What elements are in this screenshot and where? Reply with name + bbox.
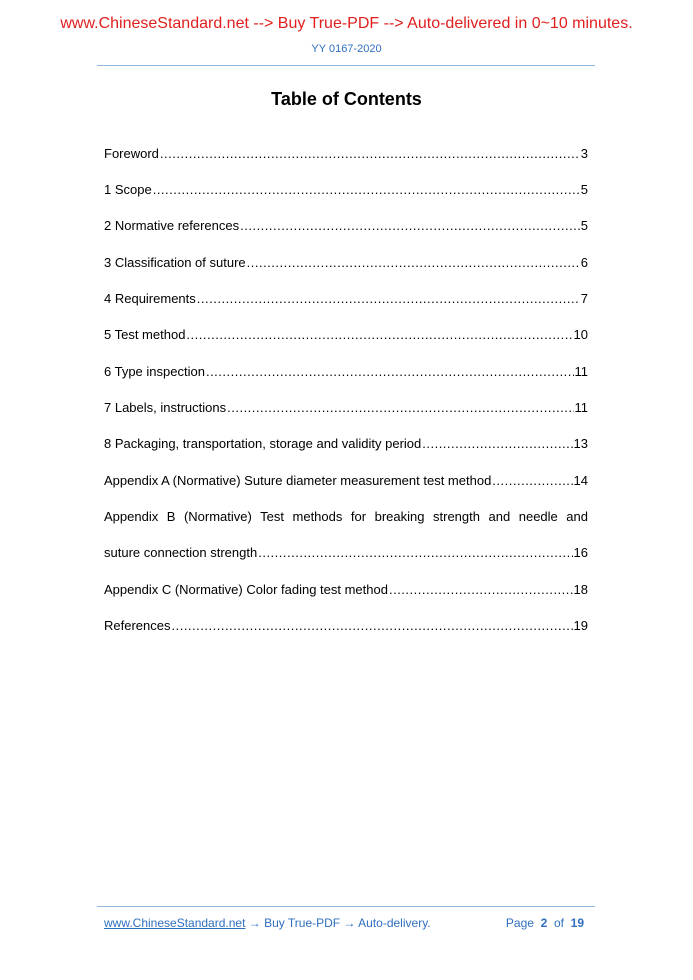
toc-leader-dots (171, 618, 572, 634)
toc-entry-scope[interactable] (104, 182, 588, 198)
toc-entry-page: 6 (580, 255, 588, 270)
toc-entry-label: Foreword (104, 146, 159, 161)
toc-leader-dots (227, 400, 573, 416)
footer-promo (104, 916, 431, 930)
toc-leader-dots (492, 473, 572, 489)
header-divider (97, 65, 595, 66)
toc-entry-appendix-a[interactable] (104, 473, 588, 489)
page-current: 2 (540, 916, 548, 930)
toc-entry-page: 7 (580, 291, 588, 306)
toc-leader-dots (422, 436, 572, 452)
top-banner[interactable]: www.ChineseStandard.net --> Buy True-PDF --> Auto-delivered in 0~10 minutes. (60, 15, 633, 32)
arrow-right-icon: → (248, 916, 261, 930)
toc-entry-test-method[interactable] (104, 327, 588, 343)
toc-entry-page: 14 (573, 473, 588, 488)
toc-leader-dots (197, 291, 580, 307)
toc-entry-references[interactable] (104, 618, 588, 634)
toc-leader-dots (206, 364, 574, 380)
toc-entry-label: 1 Scope (104, 182, 152, 197)
toc-leader-dots (247, 255, 580, 271)
toc-leader-dots (389, 582, 573, 598)
toc-leader-dots (153, 182, 580, 198)
toc-entry-page: 16 (573, 545, 588, 560)
toc-entry-label: 8 Packaging, transportation, storage and validity period (104, 436, 422, 451)
page-number (506, 916, 584, 930)
toc-entry-appendix-c[interactable] (104, 582, 588, 598)
toc-entry-labels-instructions[interactable] (104, 400, 588, 416)
page-of: of (553, 916, 564, 930)
toc-entry-label: Appendix C (Normative) Color fading test method (104, 582, 388, 597)
toc-entry-label: 6 Type inspection (104, 364, 205, 379)
footer-delivery-text: Auto-delivery. (358, 916, 431, 930)
footer-site-link[interactable]: www.ChineseStandard.net (104, 916, 246, 930)
toc-entry-label: 7 Labels, instructions (104, 400, 227, 415)
toc-entry-type-inspection[interactable] (104, 364, 588, 380)
toc-entry-label: suture connection strength (104, 545, 258, 560)
toc-entry-page: 5 (580, 182, 588, 197)
toc-entry-page: 19 (573, 618, 588, 633)
toc-entry-packaging[interactable] (104, 436, 588, 452)
toc-entry-appendix-b[interactable] (104, 545, 588, 561)
toc-leader-dots (258, 545, 572, 561)
footer-buy-text: Buy True-PDF (264, 916, 341, 930)
toc-entry-label: 4 Requirements (104, 291, 196, 306)
toc-entry-page: 11 (574, 364, 588, 379)
page-label: Page (505, 916, 534, 930)
toc-entry-classification[interactable] (104, 255, 588, 271)
arrow-right-icon: → (343, 916, 356, 930)
toc-entry-page: 13 (573, 436, 588, 451)
toc-entry-requirements[interactable] (104, 291, 588, 307)
toc-entry-normative-references[interactable] (104, 218, 588, 234)
toc-entry-label: Appendix A (Normative) Suture diameter measurement test method (104, 473, 492, 488)
toc-entry-label: 2 Normative references (104, 218, 240, 233)
toc-entry-label: 5 Test method (104, 327, 186, 342)
toc-entry-label: 3 Classification of suture (104, 255, 246, 270)
toc-entry-page: 3 (580, 146, 588, 161)
toc-entry-page: 5 (580, 218, 588, 233)
toc-entry-foreword[interactable] (104, 146, 588, 162)
document-code: YY 0167-2020 (311, 43, 382, 55)
footer-divider (97, 906, 595, 907)
page-title: Table of Contents (271, 89, 422, 109)
toc-entry-page: 10 (573, 327, 588, 342)
toc-entry-label: References (104, 618, 171, 633)
page-total: 19 (570, 916, 584, 930)
toc-leader-dots (160, 146, 580, 162)
toc-entry-page: 18 (573, 582, 588, 597)
toc-leader-dots (186, 327, 572, 343)
toc-entry-page: 11 (574, 400, 588, 415)
toc-leader-dots (240, 218, 580, 234)
toc-entry-appendix-b-line1[interactable]: Appendix B (Normative) Test methods for breaking strength and needle and (104, 509, 588, 524)
